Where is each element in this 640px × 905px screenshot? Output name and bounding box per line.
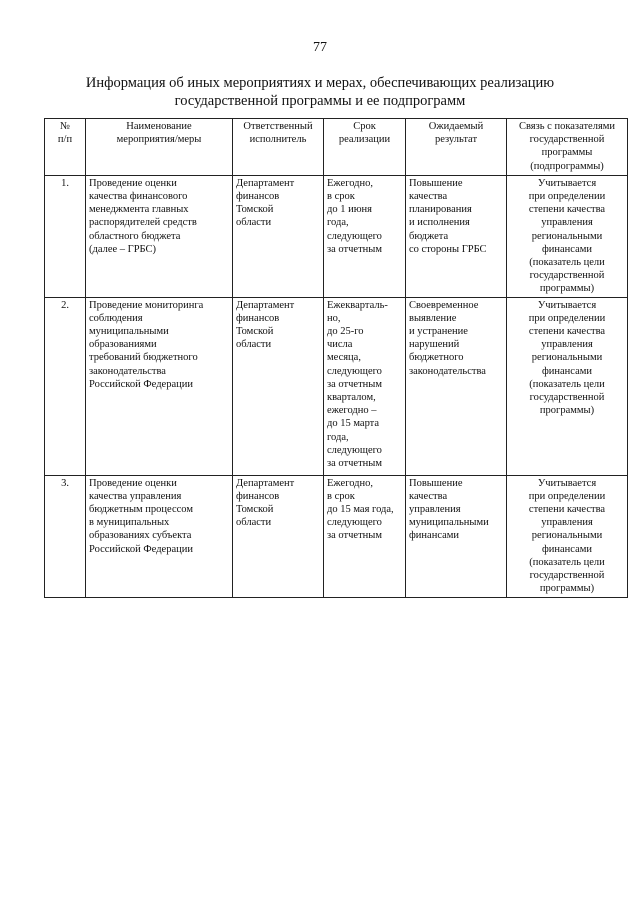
cell-expected-result: Повышение качества планирования и исполнения бюджета со стороны ГРБС <box>406 175 507 297</box>
header-expected-result: Ожидаемый результат <box>406 119 507 176</box>
document-title-line-1: Информация об иных мероприятиях и мерах, обеспечивающих реализацию <box>85 75 555 91</box>
cell-deadline: Ежегодно, в срок до 15 мая года, следующего за отчетным <box>324 475 406 597</box>
header-measure-name: Наименование мероприятия/меры <box>86 119 233 176</box>
cell-measure-name: Проведение оценки качества финансового менеджмента главных распорядителей средств областного бюджета (далее – ГРБС) <box>86 175 233 297</box>
header-number: № п/п <box>45 119 86 176</box>
cell-responsible: Департамент финансов Томской области <box>233 175 324 297</box>
table-header-row <box>45 119 628 176</box>
document-title-line-2: государственной программы и ее подпрограмм <box>174 93 466 109</box>
header-responsible: Ответственный исполнитель <box>233 119 324 176</box>
cell-expected-result: Своевременное выявление и устранение нарушений бюджетного законодательства <box>406 297 507 475</box>
header-indicator-link: Связь с показателями государственной программы (подпрограммы) <box>507 119 628 176</box>
cell-indicator-link: Учитывается при определении степени качества управления региональными финансами (показатель цели государственной программы) <box>507 297 628 475</box>
cell-indicator-link: Учитывается при определении степени качества управления региональными финансами (показатель цели государственной программы) <box>507 475 628 597</box>
measures-table <box>44 118 628 598</box>
page-number: 77 <box>313 40 327 55</box>
header-deadline: Срок реализации <box>324 119 406 176</box>
cell-number: 2. <box>45 297 86 475</box>
cell-number: 1. <box>45 175 86 297</box>
cell-deadline: Ежегодно, в срок до 1 июня года, следующего за отчетным <box>324 175 406 297</box>
table-row <box>45 175 628 297</box>
table-row <box>45 297 628 475</box>
cell-responsible: Департамент финансов Томской области <box>233 297 324 475</box>
table-row <box>45 475 628 597</box>
cell-expected-result: Повышение качества управления муниципальными финансами <box>406 475 507 597</box>
cell-deadline: Ежекварталь- но, до 25-го числа месяца, следующего за отчетным кварталом, ежегодно – до 15 марта года, следующего за отчетным <box>324 297 406 475</box>
cell-measure-name: Проведение мониторинга соблюдения муниципальными образованиями требований бюджетного законодательства Российской Федерации <box>86 297 233 475</box>
document-title <box>60 74 580 110</box>
cell-indicator-link: Учитывается при определении степени качества управления региональными финансами (показатель цели государственной программы) <box>507 175 628 297</box>
cell-responsible: Департамент финансов Томской области <box>233 475 324 597</box>
cell-number: 3. <box>45 475 86 597</box>
cell-measure-name: Проведение оценки качества управления бюджетным процессом в муниципальных образованиях субъекта Российской Федерации <box>86 475 233 597</box>
